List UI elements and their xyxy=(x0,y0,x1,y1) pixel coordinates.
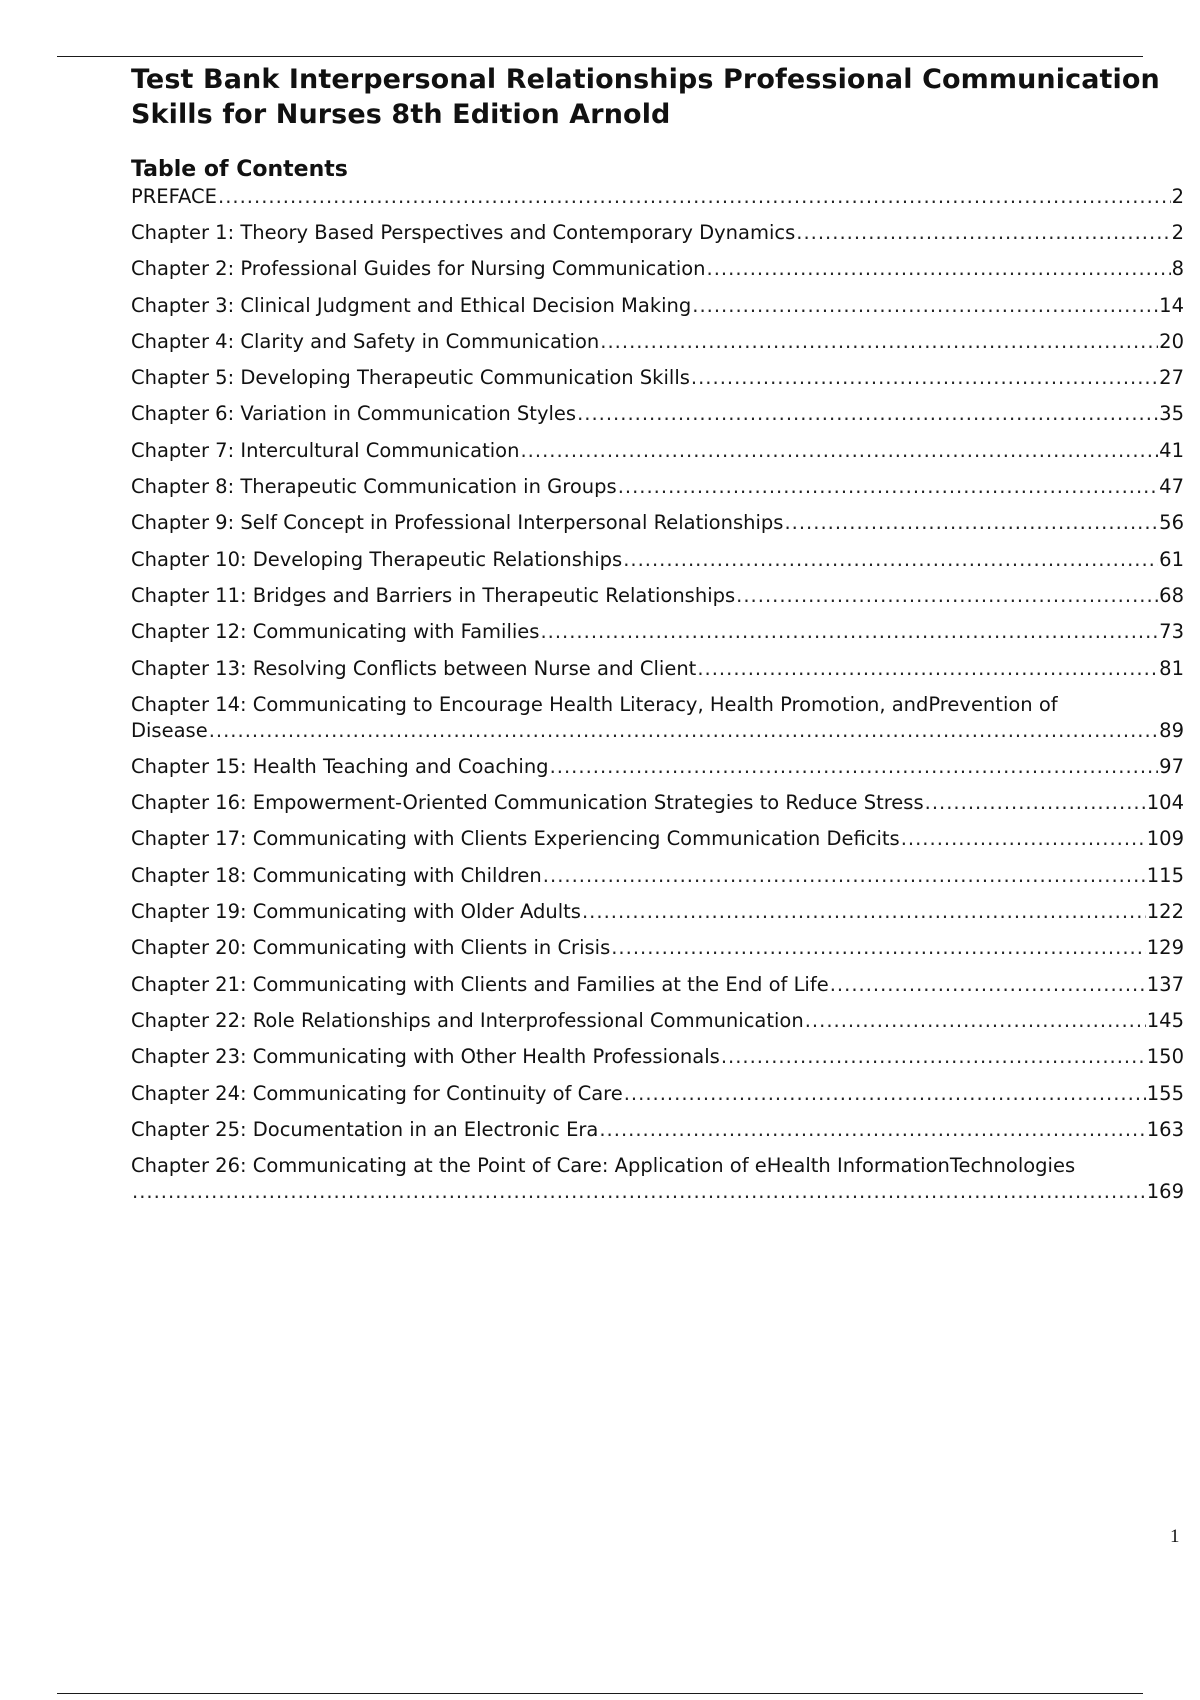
toc-leader-dots xyxy=(692,293,1158,319)
toc-entry-chapter-22[interactable] xyxy=(131,1008,1184,1044)
toc-entry-page: 73 xyxy=(1159,620,1184,644)
toc-leader-dots xyxy=(540,619,1158,645)
toc-entry-chapter-12[interactable] xyxy=(131,619,1184,655)
toc-entry-label: Chapter 22: Role Relationships and Interprofessional Communication xyxy=(131,1008,804,1032)
toc-leader-dots xyxy=(796,220,1170,246)
toc-entry-page: 2 xyxy=(1171,185,1184,208)
toc-entry-label: Chapter 4: Clarity and Safety in Communication xyxy=(131,329,600,353)
toc-leader-dots xyxy=(599,1117,1145,1143)
toc-entry-page: 20 xyxy=(1159,329,1184,353)
toc-leader-dots xyxy=(623,547,1158,573)
toc-entry-label: Chapter 3: Clinical Judgment and Ethical Decision Making xyxy=(131,293,692,317)
toc-leader-dots xyxy=(784,510,1158,536)
toc-entry-chapter-10[interactable] xyxy=(131,547,1184,583)
toc-entry-chapter-16[interactable] xyxy=(131,790,1184,826)
toc-entry-chapter-13[interactable] xyxy=(131,656,1184,692)
toc-leader-dots xyxy=(582,899,1146,925)
toc-entry-label: Chapter 15: Health Teaching and Coaching xyxy=(131,754,549,778)
toc-entry-page: 56 xyxy=(1159,511,1184,535)
toc-leader-dots xyxy=(707,256,1171,282)
document-title-line-2: Skills for Nurses 8th Edition Arnold xyxy=(131,99,671,130)
toc-entry-chapter-26[interactable] xyxy=(131,1153,1184,1215)
toc-entry-label: Chapter 6: Variation in Communication Styles xyxy=(131,402,577,426)
toc-entry-label: Chapter 12: Communicating with Families xyxy=(131,620,540,644)
toc-entry-page: 41 xyxy=(1159,438,1184,462)
document-title xyxy=(131,62,1184,132)
toc-entry-page: 35 xyxy=(1159,402,1184,426)
toc-entry-label: Chapter 25: Documentation in an Electronic Era xyxy=(131,1117,599,1141)
toc-entry-label-continued: Disease xyxy=(131,718,208,742)
toc-entry-label: Chapter 5: Developing Therapeutic Communication Skills xyxy=(131,366,690,390)
toc-entry-label: Chapter 9: Self Concept in Professional Interpersonal Relationships xyxy=(131,511,784,535)
toc-entry-page: 104 xyxy=(1146,791,1184,815)
toc-entry-page: 81 xyxy=(1159,656,1184,680)
table-of-contents xyxy=(131,184,1184,1215)
toc-entry-chapter-7[interactable] xyxy=(131,438,1184,474)
toc-entry-chapter-18[interactable] xyxy=(131,863,1184,899)
toc-entry-label: Chapter 2: Professional Guides for Nursing Communication xyxy=(131,257,706,281)
toc-entry-label: Chapter 13: Resolving Conflicts between Nurse and Client xyxy=(131,656,697,680)
toc-entry-chapter-4[interactable] xyxy=(131,329,1184,365)
toc-entry-page: 97 xyxy=(1159,754,1184,778)
toc-entry-label: Chapter 19: Communicating with Older Adults xyxy=(131,900,581,924)
toc-entry-page: 47 xyxy=(1159,475,1184,499)
toc-entry-chapter-5[interactable] xyxy=(131,365,1184,401)
toc-leader-dots xyxy=(209,718,1158,744)
toc-leader-dots xyxy=(550,754,1159,780)
toc-entry-chapter-2[interactable] xyxy=(131,256,1184,292)
toc-entry-label: Chapter 11: Bridges and Barriers in Therapeutic Relationships xyxy=(131,583,736,607)
toc-entry-chapter-19[interactable] xyxy=(131,899,1184,935)
toc-entry-page: 27 xyxy=(1159,366,1184,390)
toc-entry-label: Chapter 7: Intercultural Communication xyxy=(131,438,520,462)
toc-entry-chapter-3[interactable] xyxy=(131,293,1184,329)
toc-leader-dots xyxy=(600,329,1158,355)
toc-entry-page: 8 xyxy=(1171,257,1184,281)
toc-entry-label: Chapter 23: Communicating with Other Health Professionals xyxy=(131,1045,720,1069)
toc-entry-label: Chapter 18: Communicating with Children xyxy=(131,863,542,887)
toc-entry-page: 89 xyxy=(1159,718,1184,742)
page-content xyxy=(131,62,1184,1215)
toc-entry-chapter-11[interactable] xyxy=(131,583,1184,619)
bottom-rule xyxy=(57,1693,1143,1694)
toc-entry-page: 115 xyxy=(1146,863,1184,887)
toc-entry-label: Chapter 16: Empowerment-Oriented Communication Strategies to Reduce Stress xyxy=(131,791,924,815)
toc-leader-dots xyxy=(543,863,1146,889)
top-rule xyxy=(57,56,1143,57)
toc-entry-page: 109 xyxy=(1146,827,1184,851)
toc-entry-chapter-14[interactable] xyxy=(131,692,1184,754)
toc-entry-page: 122 xyxy=(1146,900,1184,924)
toc-leader-dots xyxy=(611,935,1146,961)
toc-entry-chapter-17[interactable] xyxy=(131,826,1184,862)
toc-entry-page: 129 xyxy=(1146,936,1184,960)
toc-entry-preface[interactable] xyxy=(131,184,1184,220)
toc-entry-page: 150 xyxy=(1146,1045,1184,1069)
toc-entry-chapter-8[interactable] xyxy=(131,474,1184,510)
toc-entry-chapter-21[interactable] xyxy=(131,972,1184,1008)
toc-leader-dots xyxy=(624,1081,1146,1107)
toc-entry-label: Chapter 26: Communicating at the Point of Care: Application of eHealth InformationTechnologies xyxy=(131,1154,1076,1178)
toc-entry-chapter-20[interactable] xyxy=(131,935,1184,971)
toc-entry-label: Chapter 1: Theory Based Perspectives and Contemporary Dynamics xyxy=(131,221,796,244)
toc-leader-dots xyxy=(805,1008,1146,1034)
toc-entry-chapter-24[interactable] xyxy=(131,1081,1184,1117)
toc-entry-continuation xyxy=(131,1179,1184,1205)
toc-leader-dots xyxy=(132,1179,1146,1205)
toc-entry-continuation xyxy=(131,718,1184,744)
toc-entry-label: Chapter 21: Communicating with Clients and Families at the End of Life xyxy=(131,972,829,996)
toc-leader-dots xyxy=(618,474,1158,500)
toc-entry-label: Chapter 8: Therapeutic Communication in Groups xyxy=(131,475,617,499)
toc-leader-dots xyxy=(901,826,1146,852)
document-title-line-1: Test Bank Interpersonal Relationships Professional Communication xyxy=(131,64,1160,95)
toc-entry-chapter-25[interactable] xyxy=(131,1117,1184,1153)
toc-leader-dots xyxy=(925,790,1146,816)
toc-entry-page: 155 xyxy=(1146,1081,1184,1105)
toc-leader-dots xyxy=(697,656,1158,682)
toc-heading: Table of Contents xyxy=(131,157,348,182)
toc-entry-chapter-1[interactable] xyxy=(131,220,1184,256)
toc-leader-dots xyxy=(218,184,1171,210)
toc-entry-label: Chapter 24: Communicating for Continuity of Care xyxy=(131,1081,623,1105)
toc-entry-page: 163 xyxy=(1146,1117,1184,1141)
toc-leader-dots xyxy=(830,972,1146,998)
toc-leader-dots xyxy=(577,401,1158,427)
toc-entry-page: 14 xyxy=(1159,293,1184,317)
toc-entry-page: 137 xyxy=(1146,972,1184,996)
toc-entry-label: Chapter 14: Communicating to Encourage Health Literacy, Health Promotion, andPrevention of xyxy=(131,692,1058,716)
toc-entry-chapter-9[interactable] xyxy=(131,510,1184,546)
toc-entry-page: 68 xyxy=(1159,583,1184,607)
toc-entry-label: Chapter 17: Communicating with Clients Experiencing Communication Deficits xyxy=(131,827,900,851)
toc-leader-dots xyxy=(691,365,1158,391)
toc-entry-page: 169 xyxy=(1146,1180,1184,1204)
toc-entry-label: Chapter 20: Communicating with Clients in Crisis xyxy=(131,936,611,960)
toc-entry-page: 145 xyxy=(1146,1008,1184,1032)
toc-leader-dots xyxy=(721,1044,1146,1070)
toc-entry-page: 2 xyxy=(1171,221,1184,244)
toc-entry-page: 61 xyxy=(1159,547,1184,571)
toc-entry-chapter-15[interactable] xyxy=(131,754,1184,790)
toc-leader-dots xyxy=(736,583,1158,609)
toc-entry-chapter-23[interactable] xyxy=(131,1044,1184,1080)
page-number: 1 xyxy=(1170,1526,1180,1547)
toc-entry-label: PREFACE xyxy=(131,185,217,208)
toc-leader-dots xyxy=(520,438,1158,464)
toc-entry-chapter-6[interactable] xyxy=(131,401,1184,437)
toc-entry-label: Chapter 10: Developing Therapeutic Relationships xyxy=(131,547,623,571)
